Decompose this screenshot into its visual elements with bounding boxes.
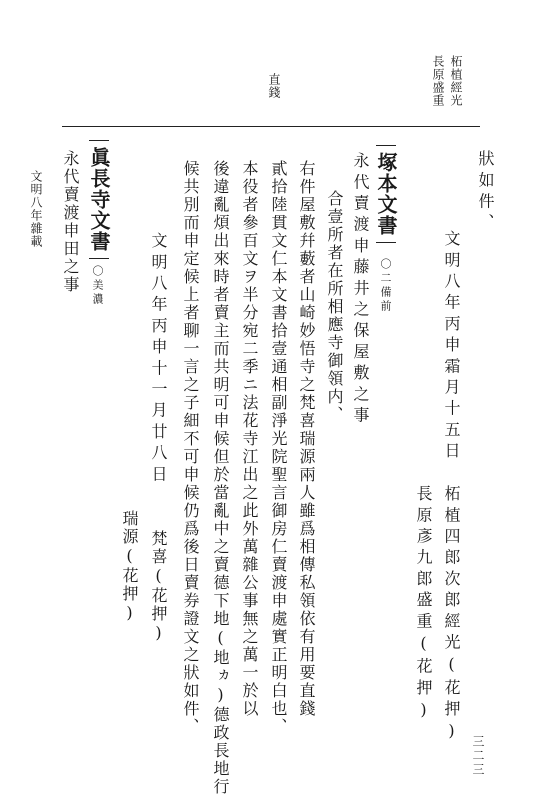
doc2-line-5: 後違亂煩出來時者賣主而共明可申候但於當亂中之賣德下地(地ヵ)德政長地行 [211,160,230,796]
margin-year-note: 文明八年雜載 [29,170,43,248]
doc2-subject: 永代賣渡申藤井之保屋敷之事 [351,152,370,428]
doc2-line-6: 候共別而申定候上者聊一言之子細不可申候仍爲後日賣券證文之狀如件、 [181,160,200,736]
doc3-subject: 永代賣渡申田之事 [61,150,80,294]
header-name-tsuge: 柘植經光 [449,55,463,107]
doc1-ending: 狀如件、 [476,150,495,235]
doc2-title: 塚本文書 [376,145,396,243]
doc2-provenance-note: 〇二備前 [379,258,392,314]
doc2-line-1: 合壹所者在所相應寺御領内、 [325,190,344,424]
doc2-date: 文明八年丙申十一月廿八日 [149,232,168,487]
header-rule [62,126,480,127]
doc2-line-3: 貳拾陸貫文仁本文書拾壹通相副淨光院聖言御房仁賣渡申處實正明白也、 [269,160,288,736]
header-category: 直錢 [267,73,281,99]
doc3-title: 眞長寺文書 [89,140,109,259]
header-name-nagahara: 長原盛重 [431,55,445,107]
doc2-line-4: 本役者參百文ヲ半分宛二季ニ法花寺江出之此外萬雜公事無之萬一於以 [240,160,259,718]
doc1-signer-tsuge: 柘植四郎次郎經光(花押) [442,485,461,746]
doc1-date: 文明八年丙申霜月十五日 [442,230,461,464]
doc2-signer-zuigen: 瑞源(花押) [120,510,139,624]
doc1-signer-nagahara: 長原彥九郎盛重(花押) [414,485,433,725]
doc2-line-2: 右件屋敷幷藪者山崎妙悟寺之梵喜瑞源兩人雖爲相傳私領依有用要直錢 [297,160,316,718]
doc3-provenance-note: 〇美濃 [91,265,104,307]
page-number: 三二三 [471,735,485,777]
doc2-signer-bonki: 梵喜(花押) [149,530,168,644]
